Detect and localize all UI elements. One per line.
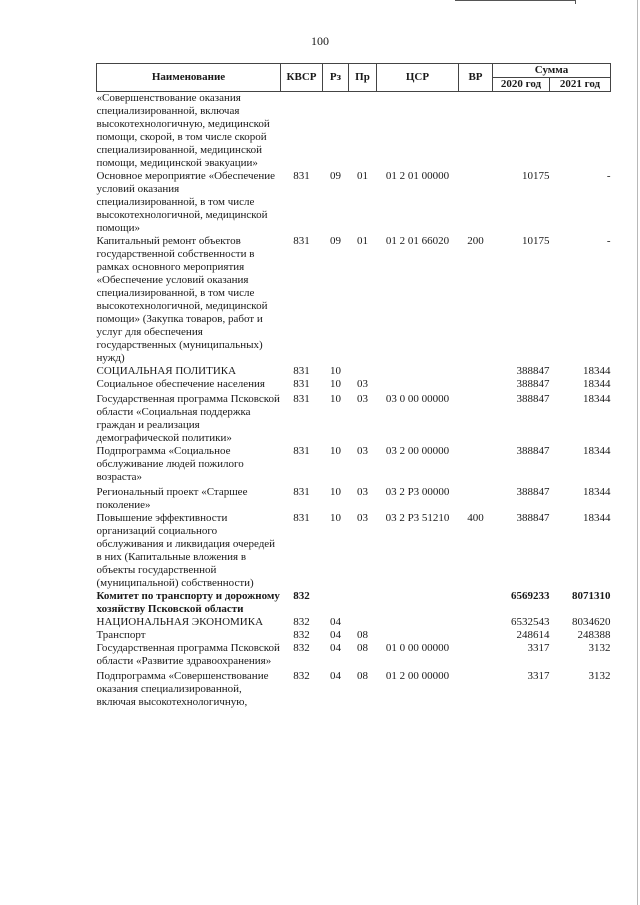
cell-kvsr: 831 bbox=[293, 170, 310, 182]
cell-csr bbox=[377, 365, 459, 378]
cell-kvsr: 831 bbox=[293, 393, 310, 405]
cell-rz: 10 bbox=[330, 378, 341, 390]
cell-kvsr: 831 bbox=[293, 445, 310, 457]
cell-s2020: 10175 bbox=[522, 170, 550, 182]
header-kvsr: КВСР bbox=[281, 64, 323, 92]
cell-csr bbox=[377, 378, 459, 391]
cell-rz: 09 bbox=[330, 170, 341, 182]
table-row bbox=[97, 642, 611, 668]
cell-rz bbox=[323, 590, 349, 616]
cell-csr: 01 2 00 00000 bbox=[385, 670, 450, 682]
cell-s2020 bbox=[493, 92, 550, 171]
cell-s2020: 3317 bbox=[527, 670, 550, 682]
cell-pr: 03 bbox=[357, 378, 368, 390]
table-row bbox=[97, 668, 611, 709]
cell-pr bbox=[349, 92, 377, 171]
cell-s2021: 248388 bbox=[577, 629, 611, 641]
cell-pr bbox=[349, 590, 377, 616]
cell-rz: 10 bbox=[330, 393, 341, 405]
cell-pr: 01 bbox=[357, 170, 368, 182]
cell-s2021: - bbox=[606, 235, 611, 247]
cell-pr: 03 bbox=[357, 486, 368, 498]
cell-vr bbox=[459, 642, 493, 668]
header-corner-mark bbox=[455, 0, 576, 4]
cell-csr: 03 2 Р3 51210 bbox=[385, 512, 450, 524]
cell-kvsr bbox=[281, 92, 323, 171]
table-header bbox=[97, 64, 611, 92]
cell-rz: 10 bbox=[330, 486, 341, 498]
page-number: 100 bbox=[311, 34, 329, 48]
cell-name: Комитет по транспорту и дорожному хозяйству Псковской области bbox=[96, 590, 280, 615]
cell-pr: 08 bbox=[357, 629, 368, 641]
cell-s2020: 6569233 bbox=[511, 590, 550, 602]
header-year-2020: 2020 год bbox=[493, 78, 550, 92]
cell-s2021 bbox=[550, 92, 611, 171]
cell-vr bbox=[459, 629, 493, 642]
cell-name: Транспорт bbox=[96, 629, 146, 641]
table-row bbox=[97, 484, 611, 512]
cell-csr bbox=[377, 590, 459, 616]
cell-name: Повышение эффективности организаций социального обслуживания и ликвидация очередей в них (Капитальные вложения в объекты государственной (муниципальной) собственности) bbox=[96, 512, 276, 589]
cell-vr: 200 bbox=[467, 235, 484, 247]
cell-name: Региональный проект «Старшее поколение» bbox=[96, 486, 248, 511]
cell-s2021: 3132 bbox=[588, 642, 611, 654]
cell-pr: 08 bbox=[357, 670, 368, 682]
cell-rz bbox=[323, 92, 349, 171]
cell-vr bbox=[459, 484, 493, 512]
cell-s2021: 18344 bbox=[583, 486, 611, 498]
cell-rz: 04 bbox=[330, 642, 341, 654]
cell-pr: 08 bbox=[357, 642, 368, 654]
budget-table bbox=[96, 63, 611, 709]
cell-rz: 04 bbox=[330, 629, 341, 641]
header-csr: ЦСР bbox=[377, 64, 459, 92]
cell-vr bbox=[459, 391, 493, 445]
cell-pr bbox=[349, 365, 377, 378]
cell-pr: 03 bbox=[357, 445, 368, 457]
cell-s2021: 3132 bbox=[588, 670, 611, 682]
cell-rz: 04 bbox=[330, 616, 341, 628]
cell-vr bbox=[459, 92, 493, 171]
cell-vr bbox=[459, 365, 493, 378]
cell-name: «Совершенствование оказания специализированной, включая высокотехнологичную, медицинской помощи, скорой, в том числе скорой специализированной, медицинской помощи, медицинской эвакуации» bbox=[96, 92, 270, 169]
table-row bbox=[97, 512, 611, 590]
cell-kvsr: 832 bbox=[293, 670, 310, 682]
cell-name: Государственная программа Псковской области «Социальная поддержка граждан и реализация демографической политики» bbox=[96, 393, 280, 444]
cell-name: Подпрограмма «Совершенствование оказания специализированной, включая высокотехнологичную, bbox=[96, 670, 269, 708]
cell-csr bbox=[377, 92, 459, 171]
cell-rz: 10 bbox=[330, 445, 341, 457]
cell-s2020: 388847 bbox=[516, 378, 550, 390]
cell-kvsr: 832 bbox=[293, 629, 310, 641]
cell-s2020: 6532543 bbox=[511, 616, 550, 628]
cell-vr bbox=[459, 170, 493, 235]
table-body bbox=[97, 92, 611, 710]
header-pr: Пр bbox=[349, 64, 377, 92]
header-rz: Рз bbox=[323, 64, 349, 92]
header-name: Наименование bbox=[97, 64, 281, 92]
cell-pr: 03 bbox=[357, 393, 368, 405]
cell-s2021: 18344 bbox=[583, 445, 611, 457]
cell-name: Подпрограмма «Социальное обслуживание людей пожилого возраста» bbox=[96, 445, 244, 483]
cell-s2021: 18344 bbox=[583, 365, 611, 377]
table-row bbox=[97, 92, 611, 171]
cell-vr bbox=[459, 590, 493, 616]
table-row bbox=[97, 170, 611, 235]
cell-s2021: 8034620 bbox=[572, 616, 611, 628]
table-row bbox=[97, 616, 611, 629]
cell-csr: 01 2 01 66020 bbox=[385, 235, 450, 247]
cell-name: СОЦИАЛЬНАЯ ПОЛИТИКА bbox=[96, 365, 237, 377]
cell-vr bbox=[459, 668, 493, 709]
cell-kvsr: 831 bbox=[293, 512, 310, 524]
cell-name: НАЦИОНАЛЬНАЯ ЭКОНОМИКА bbox=[96, 616, 264, 628]
cell-name: Социальное обеспечение населения bbox=[96, 378, 265, 390]
cell-name: Государственная программа Псковской области «Развитие здравоохранения» bbox=[96, 642, 280, 667]
cell-vr bbox=[459, 445, 493, 484]
cell-s2021: 18344 bbox=[583, 393, 611, 405]
cell-csr bbox=[377, 616, 459, 629]
cell-csr: 01 2 01 00000 bbox=[385, 170, 450, 182]
page-edge-line bbox=[637, 0, 638, 905]
cell-s2021: 18344 bbox=[583, 512, 611, 524]
cell-s2020: 388847 bbox=[516, 486, 550, 498]
cell-rz: 09 bbox=[330, 235, 341, 247]
cell-s2021: 8071310 bbox=[572, 590, 611, 602]
cell-vr bbox=[459, 378, 493, 391]
cell-kvsr: 832 bbox=[293, 616, 310, 628]
table-row bbox=[97, 629, 611, 642]
cell-pr bbox=[349, 616, 377, 629]
header-vr: ВР bbox=[459, 64, 493, 92]
cell-pr: 01 bbox=[357, 235, 368, 247]
table-row bbox=[97, 445, 611, 484]
cell-kvsr: 832 bbox=[293, 590, 310, 602]
cell-s2020: 388847 bbox=[516, 512, 550, 524]
cell-vr bbox=[459, 616, 493, 629]
cell-s2021: 18344 bbox=[583, 378, 611, 390]
cell-name: Основное мероприятие «Обеспечение условий оказания специализированной, в том числе высокотехнологичной, медицинской помощи» bbox=[96, 170, 276, 234]
cell-csr: 03 0 00 00000 bbox=[385, 393, 450, 405]
cell-s2020: 388847 bbox=[516, 365, 550, 377]
cell-rz: 10 bbox=[330, 365, 341, 377]
header-year-2021: 2021 год bbox=[550, 78, 611, 92]
table-row bbox=[97, 590, 611, 616]
table-row bbox=[97, 378, 611, 391]
cell-s2020: 388847 bbox=[516, 445, 550, 457]
cell-s2020: 3317 bbox=[527, 642, 550, 654]
cell-csr: 01 0 00 00000 bbox=[385, 642, 450, 654]
header-sum: Сумма bbox=[493, 64, 611, 78]
cell-name: Капитальный ремонт объектов государственной собственности в рамках основного мероприятия «Обеспечение условий оказания специализированной, в том числе высокотехнологичной, медицинской помощи» (Закупка товаров, работ и услуг для обеспечения государственных (муниципальных) нужд) bbox=[96, 235, 268, 364]
cell-csr bbox=[377, 629, 459, 642]
cell-kvsr: 831 bbox=[293, 235, 310, 247]
cell-csr: 03 2 Р3 00000 bbox=[385, 486, 450, 498]
cell-kvsr: 831 bbox=[293, 365, 310, 377]
cell-kvsr: 831 bbox=[293, 378, 310, 390]
cell-rz: 10 bbox=[330, 512, 341, 524]
cell-s2020: 388847 bbox=[516, 393, 550, 405]
cell-s2021: - bbox=[606, 170, 611, 182]
cell-s2020: 248614 bbox=[516, 629, 550, 641]
table-row bbox=[97, 365, 611, 378]
table-row bbox=[97, 391, 611, 445]
cell-rz: 04 bbox=[330, 670, 341, 682]
table-row bbox=[97, 235, 611, 365]
cell-pr: 03 bbox=[357, 512, 368, 524]
cell-kvsr: 832 bbox=[293, 642, 310, 654]
cell-vr: 400 bbox=[467, 512, 484, 524]
cell-kvsr: 831 bbox=[293, 486, 310, 498]
cell-s2020: 10175 bbox=[522, 235, 550, 247]
cell-csr: 03 2 00 00000 bbox=[385, 445, 450, 457]
